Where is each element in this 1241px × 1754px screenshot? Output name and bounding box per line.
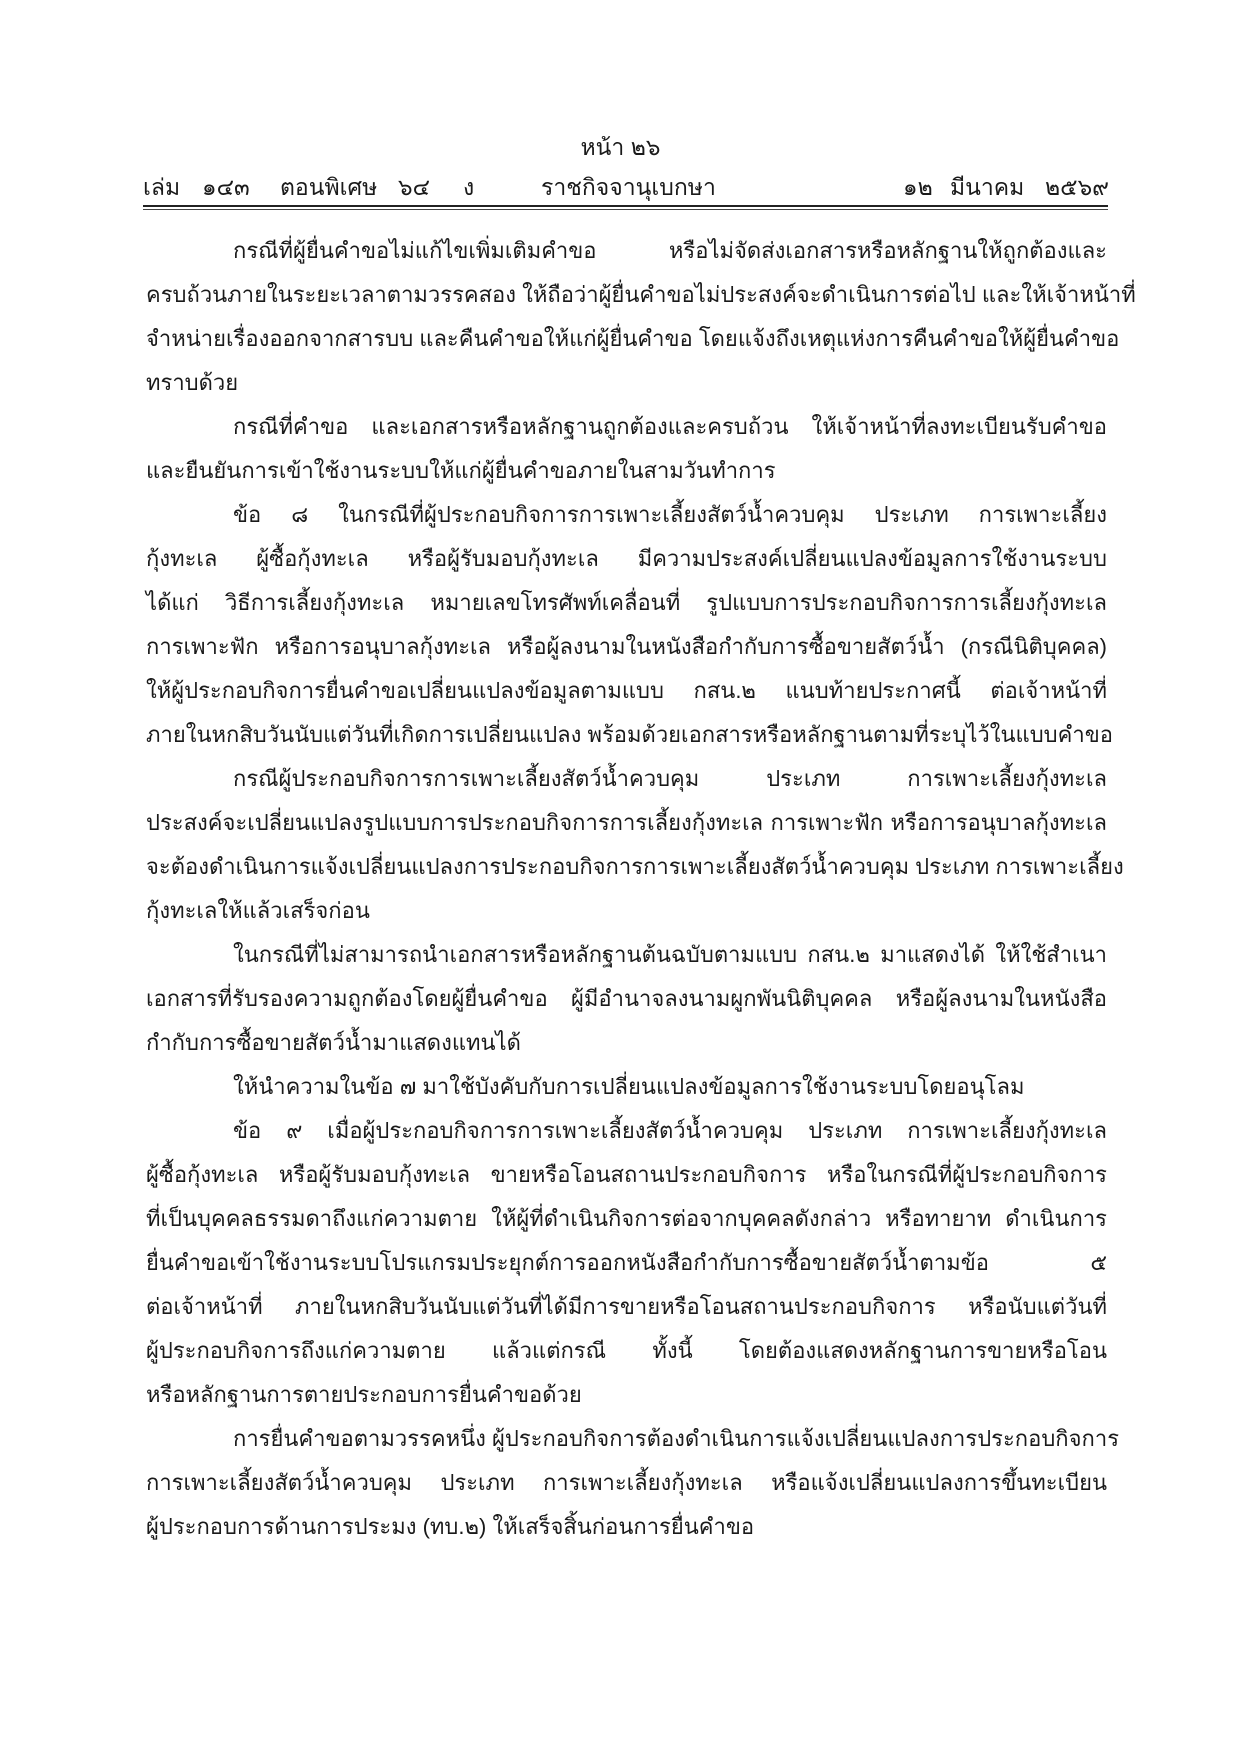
text-line: ทราบด้วย (146, 370, 239, 395)
text-line: ยื่นคำขอเข้าใช้งานระบบโปรแกรมประยุกต์การออกหนังสือกำกับการซื้อขายสัตว์น้ำตามข้อ ๕ (146, 1250, 1107, 1275)
text-line: ข้อ ๘ ในกรณีที่ผู้ประกอบกิจการการเพาะเลี้ยงสัตว์น้ำควบคุม ประเภท การเพาะเลี้ยง (233, 502, 1107, 527)
text-line: ต่อเจ้าหน้าที่ ภายในหกสิบวันนับแต่วันที่ได้มีการขายหรือโอนสถานประกอบกิจการ หรือนับแต่วันที่ (146, 1294, 1107, 1319)
header-rule (143, 205, 1108, 207)
paragraph (146, 935, 1107, 1067)
text-line: ที่เป็นบุคคลธรรมดาถึงแก่ความตาย ให้ผู้ที่ดำเนินกิจการต่อจากบุคคลดังกล่าว หรือทายาท ดำเนินการ (146, 1206, 1107, 1231)
text-line: ข้อ ๙ เมื่อผู้ประกอบกิจการการเพาะเลี้ยงสัตว์น้ำควบคุม ประเภท การเพาะเลี้ยงกุ้งทะเล (233, 1118, 1107, 1143)
text-line: ในกรณีที่ไม่สามารถนำเอกสารหรือหลักฐานต้นฉบับตามแบบ กสน.๒ มาแสดงได้ ให้ใช้สำเนา (233, 942, 1107, 967)
text-line: ผู้ซื้อกุ้งทะเล หรือผู้รับมอบกุ้งทะเล ขายหรือโอนสถานประกอบกิจการ หรือในกรณีที่ผู้ประกอบกิจการ (146, 1162, 1107, 1187)
date-day: ๑๒ (903, 174, 933, 200)
text-line: การเพาะฟัก หรือการอนุบาลกุ้งทะเล หรือผู้ลงนามในหนังสือกำกับการซื้อขายสัตว์น้ำ (กรณีนิติบุคคล) (146, 634, 1107, 659)
document-body (146, 231, 1136, 1551)
issue-label: ตอนพิเศษ (280, 174, 378, 200)
date-month: มีนาคม (950, 174, 1025, 200)
text-line: การเพาะเลี้ยงสัตว์น้ำควบคุม ประเภท การเพาะเลี้ยงกุ้งทะเล หรือแจ้งเปลี่ยนแปลงการขึ้นทะเบียน (146, 1470, 1107, 1495)
page-number: หน้า ๒๖ (580, 134, 661, 160)
text-line: และยืนยันการเข้าใช้งานระบบให้แก่ผู้ยื่นคำขอภายในสามวันทำการ (146, 458, 776, 483)
text-line: ผู้ประกอบการด้านการประมง (ทบ.๒) ให้เสร็จสิ้นก่อนการยื่นคำขอ (146, 1514, 755, 1539)
text-line: กรณีที่คำขอ และเอกสารหรือหลักฐานถูกต้องและครบถ้วน ให้เจ้าหน้าที่ลงทะเบียนรับคำขอ (233, 414, 1107, 439)
text-line: ประสงค์จะเปลี่ยนแปลงรูปแบบการประกอบกิจการการเลี้ยงกุ้งทะเล การเพาะฟัก หรือการอนุบาลกุ้งทะเล (146, 810, 1107, 835)
text-line: กุ้งทะเลให้แล้วเสร็จก่อน (146, 898, 370, 923)
text-line: ให้ผู้ประกอบกิจการยื่นคำขอเปลี่ยนแปลงข้อมูลตามแบบ กสน.๒ แนบท้ายประกาศนี้ ต่อเจ้าหน้าที่ (146, 678, 1107, 703)
text-line: กำกับการซื้อขายสัตว์น้ำมาแสดงแทนได้ (146, 1030, 521, 1055)
text-line: จำหน่ายเรื่องออกจากสารบบ และคืนคำขอให้แก่ผู้ยื่นคำขอ โดยแจ้งถึงเหตุแห่งการคืนคำขอให้ผู้ยื่นคำขอ (146, 326, 1120, 351)
header-rule-thin (143, 209, 1108, 210)
paragraph (146, 1419, 1120, 1551)
text-line: ให้นำความในข้อ ๗ มาใช้บังคับกับการเปลี่ยนแปลงข้อมูลการใช้งานระบบโดยอนุโลม (233, 1074, 1025, 1099)
text-line: ภายในหกสิบวันนับแต่วันที่เกิดการเปลี่ยนแปลง พร้อมด้วยเอกสารหรือหลักฐานตามที่ระบุไว้ในแบบคำขอ (146, 722, 1113, 747)
text-line: กุ้งทะเล ผู้ซื้อกุ้งทะเล หรือผู้รับมอบกุ้งทะเล มีความประสงค์เปลี่ยนแปลงข้อมูลการใช้งานระบบ (146, 546, 1107, 571)
text-line: ผู้ประกอบกิจการถึงแก่ความตาย แล้วแต่กรณี ทั้งนี้ โดยต้องแสดงหลักฐานการขายหรือโอน (146, 1338, 1107, 1363)
paragraph (146, 759, 1124, 935)
section-letter: ง (463, 174, 475, 200)
text-line: จะต้องดำเนินการแจ้งเปลี่ยนแปลงการประกอบกิจการการเพาะเลี้ยงสัตว์น้ำควบคุม ประเภท การเพาะเลี้ยง (146, 854, 1124, 879)
paragraph (146, 495, 1113, 759)
date-year: ๒๕๖๙ (1045, 174, 1110, 200)
text-line: กรณีที่ผู้ยื่นคำขอไม่แก้ไขเพิ่มเติมคำขอ หรือไม่จัดส่งเอกสารหรือหลักฐานให้ถูกต้องและ (233, 238, 1107, 263)
text-line: กรณีผู้ประกอบกิจการการเพาะเลี้ยงสัตว์น้ำควบคุม ประเภท การเพาะเลี้ยงกุ้งทะเล (233, 766, 1107, 791)
issue-number: ๖๔ (398, 174, 431, 200)
paragraph (146, 407, 1107, 495)
text-line: ได้แก่ วิธีการเลี้ยงกุ้งทะเล หมายเลขโทรศัพท์เคลื่อนที่ รูปแบบการประกอบกิจการการเลี้ยงกุ้งทะเล (146, 590, 1107, 615)
volume-label: เล่ม (143, 174, 181, 200)
paragraph (146, 231, 1136, 407)
volume-number: ๑๔๓ (202, 174, 250, 200)
text-line: การยื่นคำขอตามวรรคหนึ่ง ผู้ประกอบกิจการต้องดำเนินการแจ้งเปลี่ยนแปลงการประกอบกิจการ (233, 1426, 1120, 1451)
text-line: หรือหลักฐานการตายประกอบการยื่นคำขอด้วย (146, 1382, 582, 1407)
text-line: ครบถ้วนภายในระยะเวลาตามวรรคสอง ให้ถือว่าผู้ยื่นคำขอไม่ประสงค์จะดำเนินการต่อไป และให้เจ้าหน้าที่ (146, 282, 1136, 307)
text-line: เอกสารที่รับรองความถูกต้องโดยผู้ยื่นคำขอ ผู้มีอำนาจลงนามผูกพันนิติบุคคล หรือผู้ลงนามในหนังสือ (146, 986, 1107, 1011)
paragraph (146, 1067, 1107, 1111)
publication-title: ราชกิจจานุเบกษา (541, 174, 716, 200)
paragraph (146, 1111, 1107, 1419)
